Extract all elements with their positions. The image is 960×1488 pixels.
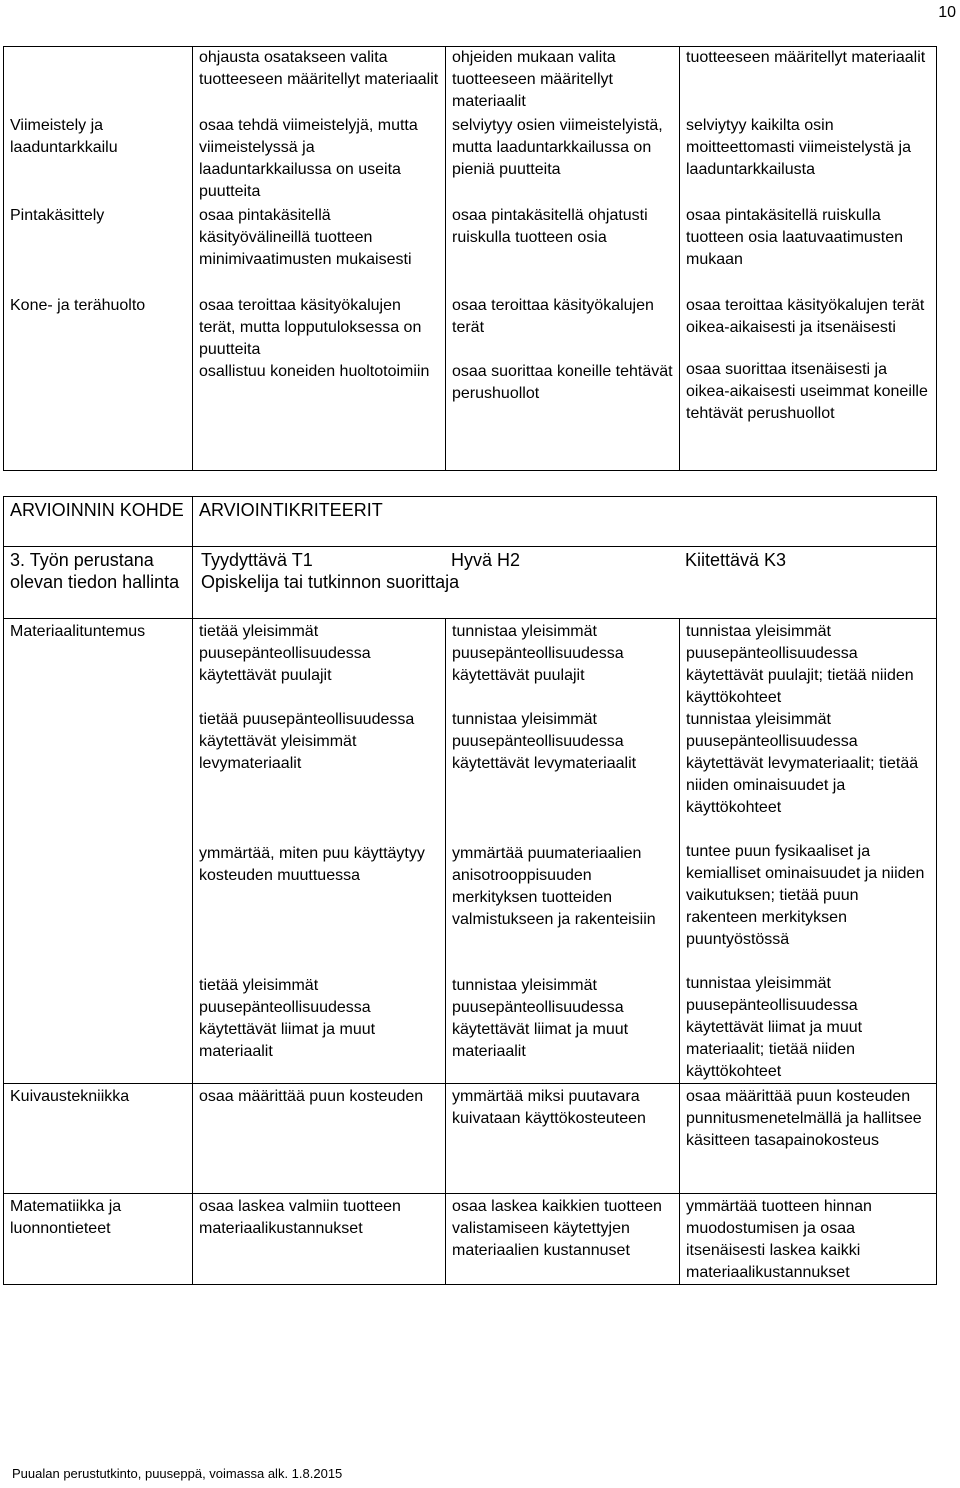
criterion-k3: tunnistaa yleisimmät puusepänteollisuudessa käytettävät liimat ja muut materiaalit; tietää niiden käyttökohteet xyxy=(686,975,863,1080)
criterion-k3: osaa suorittaa itsenäisesti ja oikea-aikaisesti useimmat koneille tehtävät perushuollot xyxy=(686,360,928,422)
criterion-k3: selviytyy kaikilta osin moitteettomasti viimeistelystä ja laaduntarkkailusta xyxy=(686,116,911,178)
subject-label: Materiaalituntemus xyxy=(10,623,146,640)
criterion-h2: tunnistaa yleisimmät puusepänteollisuudessa käytettävät liimat ja muut materiaalit xyxy=(452,977,629,1060)
criterion-h2: ymmärtää miksi puutavara kuivataan käyttökosteuteen xyxy=(452,1088,646,1127)
table-row xyxy=(4,205,937,295)
grade-h2-heading: Hyvä H2 xyxy=(451,550,521,570)
criterion-h2: tunnistaa yleisimmät puusepänteollisuudessa käytettävät puulajit xyxy=(452,623,624,684)
subject-label: Matematiikka ja luonnontieteet xyxy=(10,1198,122,1237)
assessment-target-heading: ARVIOINNIN KOHDE xyxy=(10,500,184,520)
criterion-h2: osaa teroittaa käsityökalujen terät xyxy=(452,296,654,336)
performer-label: Opiskelija tai tutkinnon suorittaja xyxy=(201,572,460,592)
criterion-t1: ymmärtää, miten puu käyttäytyy kosteuden muuttuessa xyxy=(199,845,425,884)
criterion-t1: tietää yleisimmät puusepänteollisuudessa käytettävät liimat ja muut materiaalit xyxy=(199,977,376,1060)
criterion-t1: tietää yleisimmät puusepänteollisuudessa käytettävät puulajit xyxy=(199,623,371,684)
criteria-table-continued xyxy=(3,46,937,471)
criterion-h2: ohjeiden mukaan valita tuotteeseen määritellyt materiaalit xyxy=(452,49,616,110)
page-number: 10 xyxy=(938,4,956,21)
table-row xyxy=(4,619,937,1084)
subject-label: Pintakäsittely xyxy=(10,206,105,224)
page-footer: Puualan perustutkinto, puuseppä, voimassa alk. 1.8.2015 xyxy=(12,1466,343,1481)
table-row xyxy=(4,1084,937,1194)
table-row xyxy=(4,1194,937,1285)
subject-label: Kone- ja terähuolto xyxy=(10,296,146,314)
table-row xyxy=(4,47,937,115)
criterion-k3: osaa pintakäsitellä ruiskulla tuotteen osia laatuvaatimusten mukaan xyxy=(686,206,904,268)
criterion-h2: tunnistaa yleisimmät puusepänteollisuudessa käytettävät levymateriaalit xyxy=(452,711,637,772)
criterion-k3: tunnistaa yleisimmät puusepänteollisuudessa käytettävät levymateriaalit; tietää niiden ominaisuudet ja käyttökohteet xyxy=(686,711,919,816)
assessment-criteria-heading: ARVIOINTIKRITEERIT xyxy=(199,500,383,520)
criterion-k3: osaa määrittää puun kosteuden punnitusmenetelmällä ja hallitsee käsitteen tasapainokosteus xyxy=(686,1088,922,1149)
criterion-t1: tietää puusepänteollisuudessa käytettävät yleisimmät levymateriaalit xyxy=(199,711,415,772)
criterion-k3: ymmärtää tuotteen hinnan muodostumisen ja osaa itsenäisesti laskea kaikki materiaalikustannukset xyxy=(686,1198,872,1281)
subject-label: Kuivaustekniikka xyxy=(10,1088,130,1105)
subject-label: Viimeistely ja laaduntarkkailu xyxy=(10,116,118,156)
criterion-h2: osaa suorittaa koneille tehtävät perushuollot xyxy=(452,362,673,402)
table-row xyxy=(4,295,937,471)
table-header-row xyxy=(4,547,937,619)
grade-t1-heading: Tyydyttävä T1 xyxy=(201,550,313,570)
criterion-h2: osaa pintakäsitellä ohjatusti ruiskulla tuotteen osia xyxy=(452,206,648,246)
criterion-k3: tuntee puun fysikaaliset ja kemialliset ominaisuudet ja niiden vaikutuksen; tietää puun rakenteen merkityksen puuntyöstössä xyxy=(686,843,925,948)
section-label: 3. Työn perustana olevan tiedon hallinta xyxy=(10,550,180,592)
criterion-t1: osaa pintakäsitellä käsityövälineillä tuotteen minimivaatimusten mukaisesti xyxy=(199,206,412,268)
criterion-k3: tuotteeseen määritellyt materiaalit xyxy=(686,49,926,66)
table-row xyxy=(4,115,937,205)
criterion-t1: osallistuu koneiden huoltotoimiin xyxy=(199,362,430,380)
criteria-table xyxy=(3,496,937,1285)
criterion-h2: ymmärtää puumateriaalien anisotrooppisuuden merkityksen tuotteiden valmistukseen ja rakenteisiin xyxy=(452,845,656,928)
criterion-t1: ohjausta osatakseen valita tuotteeseen määritellyt materiaalit xyxy=(199,49,439,88)
criterion-t1: osaa määrittää puun kosteuden xyxy=(199,1088,424,1105)
criterion-t1: osaa laskea valmiin tuotteen materiaalikustannukset xyxy=(199,1198,401,1237)
criterion-h2: selviytyy osien viimeistelyistä, mutta laaduntarkkailussa on pieniä puutteita xyxy=(452,116,663,178)
grade-k3-heading: Kiitettävä K3 xyxy=(685,550,787,570)
criterion-t1: osaa teroittaa käsityökalujen terät, mutta lopputuloksessa on puutteita xyxy=(199,296,422,358)
criterion-k3: tunnistaa yleisimmät puusepänteollisuudessa käytettävät puulajit; tietää niiden käyttökohteet xyxy=(686,623,914,706)
criterion-k3: osaa teroittaa käsityökalujen terät oikea-aikaisesti ja itsenäisesti xyxy=(686,296,925,336)
table-header-row xyxy=(4,497,937,547)
criterion-h2: osaa laskea kaikkien tuotteen valistamiseen käytettyjen materiaalien kustannuset xyxy=(452,1198,662,1259)
criterion-t1: osaa tehdä viimeistelyjä, mutta viimeistelyssä ja laaduntarkkailussa on useita puutteita xyxy=(199,116,418,200)
